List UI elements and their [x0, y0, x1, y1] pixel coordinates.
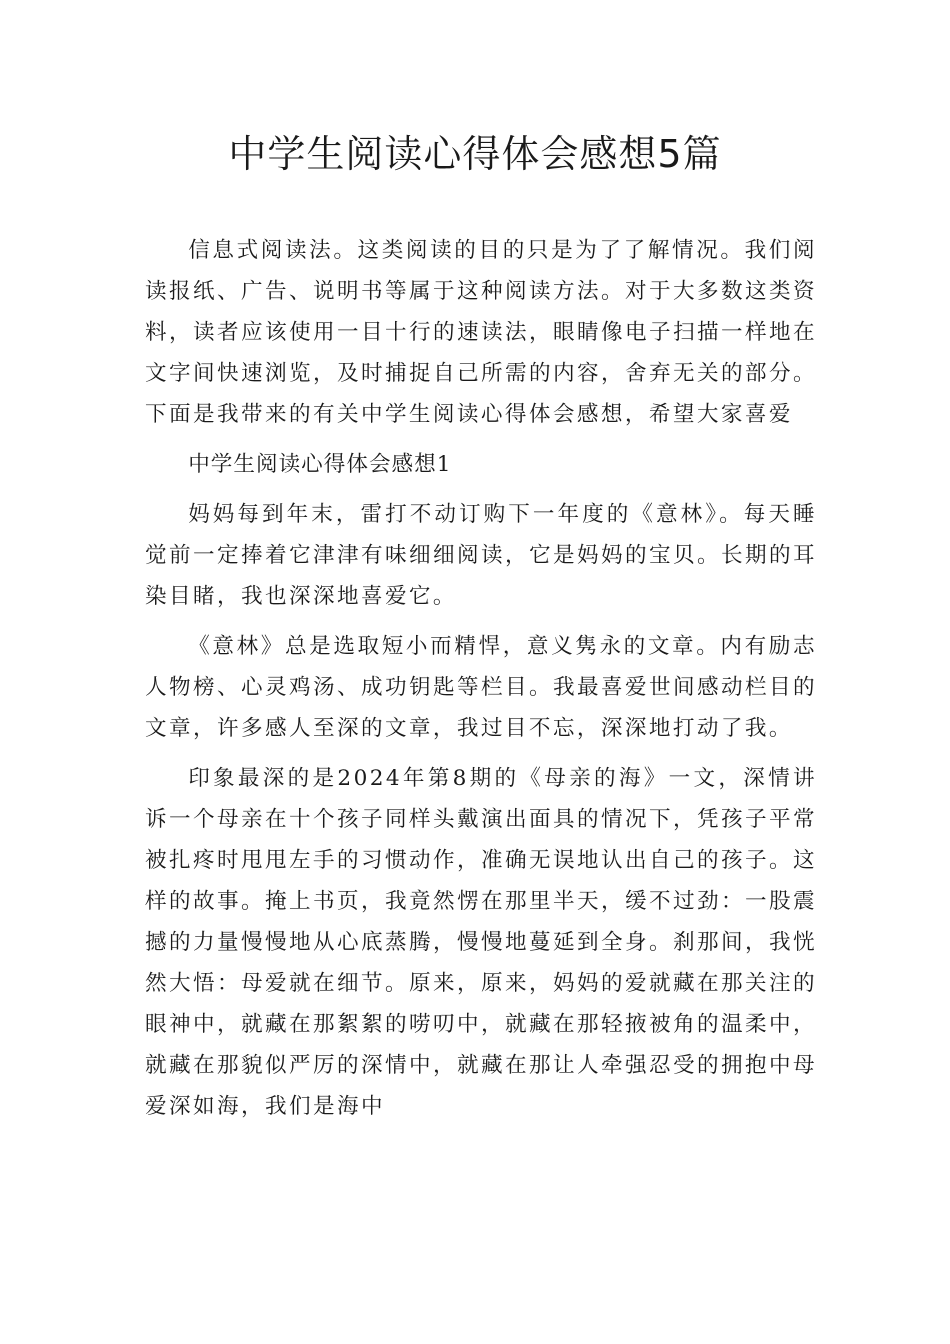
section-heading: 中学生阅读心得体会感想1 — [188, 452, 452, 477]
document-title: 中学生阅读心得体会感想5篇 — [228, 132, 722, 176]
body-paragraph: 《意林》总是选取短小而精悍，意义隽永的文章。内有励志人物榜、心灵鸡汤、成功钥匙等栏目。我最喜爱世间感动栏目的文章，许多感人至深的文章，我过目不忘，深深地打动了我。 — [145, 634, 817, 741]
document-body — [145, 230, 817, 1127]
body-paragraph: 印象最深的是2024年第8期的《母亲的海》一文，深情讲诉一个母亲在十个孩子同样头戴演出面具的情况下，凭孩子平常被扎疼时甩甩左手的习惯动作，准确无误地认出自己的孩子。这样的故事。掩上书页，我竟然愣在那里半天，缓不过劲：一股震撼的力量慢慢地从心底蒸腾，慢慢地蔓延到全身。刹那间，我恍然大悟：母爱就在细节。原来，原来，妈妈的爱就藏在那关注的眼神中，就藏在那絮絮的唠叨中，就藏在那轻掖被角的温柔中，就藏在那貌似严厉的深情中，就藏在那让人牵强忍受的拥抱中母爱深如海，我们是海中 — [145, 766, 817, 1119]
body-paragraph: 妈妈每到年末，雷打不动订购下一年度的《意林》。每天睡觉前一定捧着它津津有味细细阅读，它是妈妈的宝贝。长期的耳染目睹，我也深深地喜爱它。 — [145, 502, 817, 609]
intro-paragraph: 信息式阅读法。这类阅读的目的只是为了了解情况。我们阅读报纸、广告、说明书等属于这种阅读方法。对于大多数这类资料，读者应该使用一目十行的速读法，眼睛像电子扫描一样地在文字间快速浏览，及时捕捉自己所需的内容，舍弃无关的部分。下面是我带来的有关中学生阅读心得体会感想，希望大家喜爱 — [145, 238, 817, 427]
